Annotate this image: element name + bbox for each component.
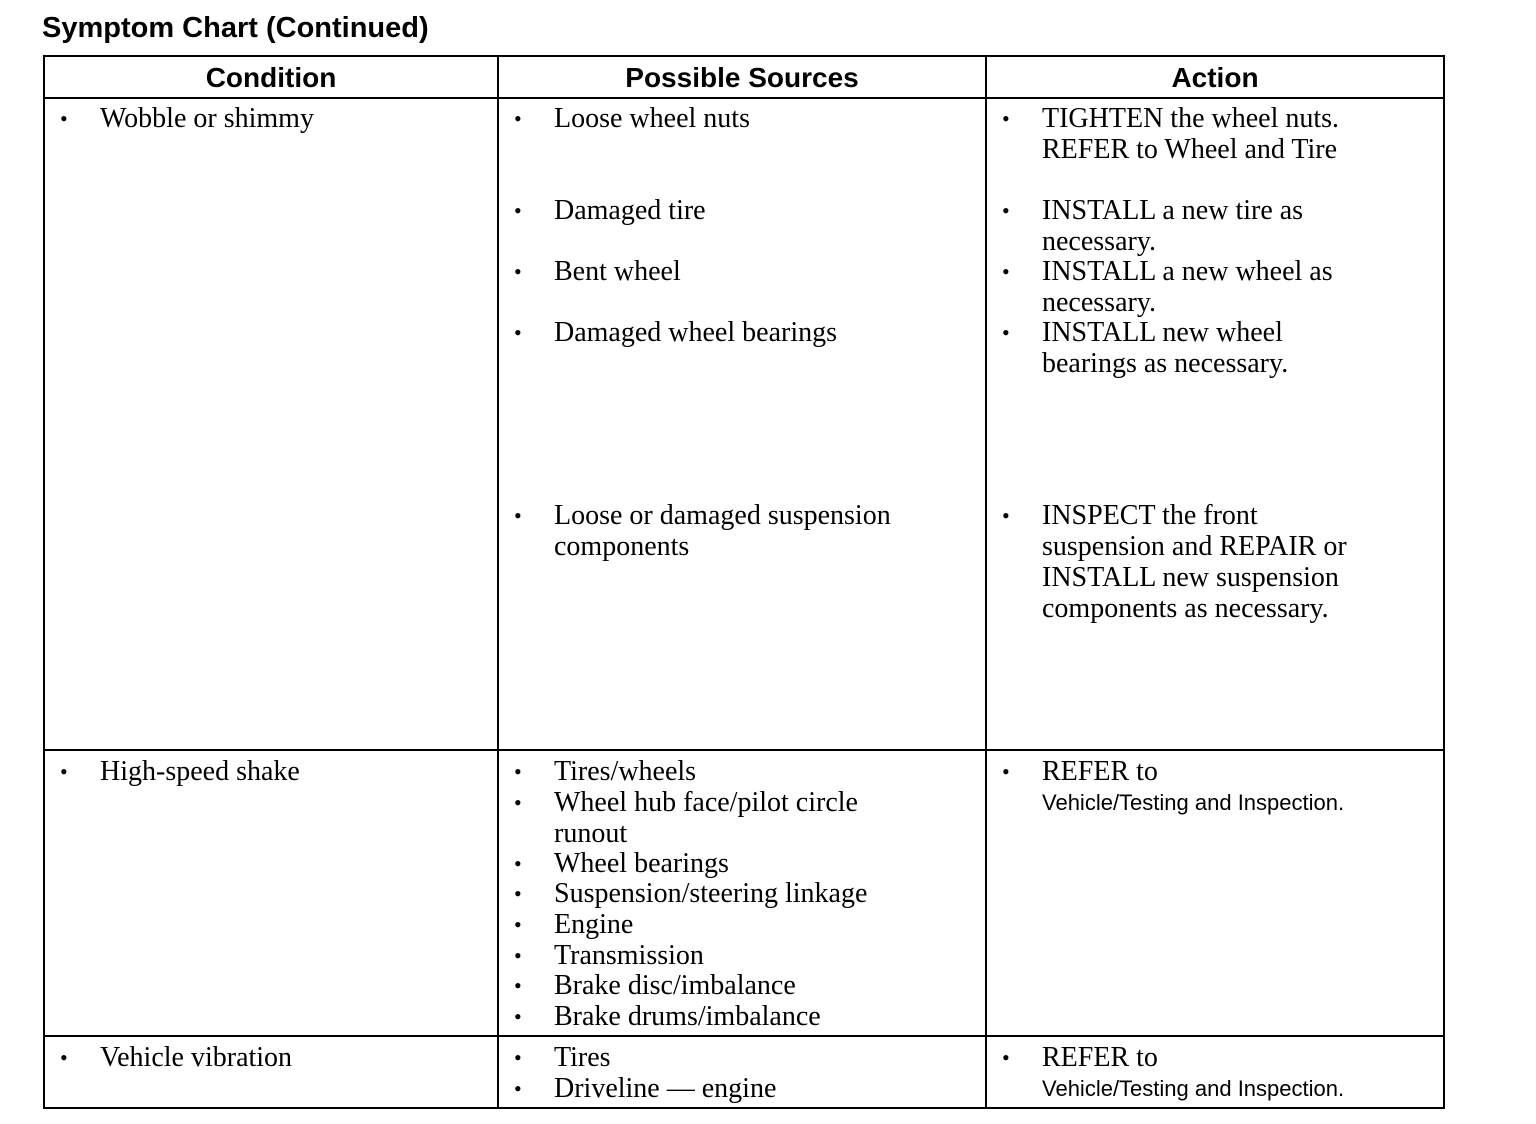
bullet-icon: • — [514, 851, 522, 876]
bullet-icon: • — [514, 503, 522, 528]
header-divider — [45, 97, 1443, 99]
header-condition: Condition — [205, 62, 337, 93]
source-item: • Damaged tire — [514, 195, 706, 226]
source-item: • Loose wheel nuts — [514, 103, 750, 134]
bullet-icon: • — [514, 790, 522, 815]
bullet-icon: • — [514, 1076, 522, 1101]
condition-cell: • Vehicle vibration — [60, 1042, 293, 1073]
source-item: • Driveline — engine — [514, 1073, 777, 1104]
source-item: • Brake drums/imbalance — [514, 1001, 821, 1032]
condition-cell: • Wobble or shimmy — [60, 103, 314, 134]
bullet-icon: • — [514, 320, 522, 345]
source-item: • Bent wheel — [514, 256, 681, 287]
bullet-icon: • — [1002, 759, 1010, 784]
bullet-icon: • — [60, 759, 68, 784]
bullet-icon: • — [514, 198, 522, 223]
bullet-icon: • — [514, 943, 522, 968]
bullet-icon: • — [1002, 198, 1010, 223]
bullet-icon: • — [1002, 1045, 1010, 1070]
condition-cell: • High-speed shake — [60, 756, 300, 787]
bullet-icon: • — [60, 106, 68, 131]
bullet-icon: • — [1002, 106, 1010, 131]
column-divider — [985, 57, 987, 1107]
action-item: • INSTALL a new tire as necessary. — [1002, 195, 1304, 257]
bullet-icon: • — [514, 1045, 522, 1070]
source-item: • Damaged wheel bearings — [514, 317, 837, 348]
action-item: • TIGHTEN the wheel nuts. REFER to Wheel and Tire — [1002, 103, 1340, 165]
source-item: • Transmission — [514, 940, 704, 971]
source-item: • Wheel hub face/pilot circle runout — [514, 787, 858, 849]
action-item: • INSTALL a new wheel as necessary. — [1002, 256, 1333, 318]
action-item: • REFER to Vehicle/Testing and Inspection. — [1002, 1042, 1345, 1101]
bullet-icon: • — [514, 912, 522, 937]
bullet-icon: • — [514, 106, 522, 131]
source-item: • Brake disc/imbalance — [514, 970, 796, 1001]
source-item: • Wheel bearings — [514, 848, 729, 879]
symptom-chart-table — [43, 55, 1445, 1109]
source-item: • Tires/wheels — [514, 756, 697, 787]
header-action: Action — [1171, 62, 1259, 93]
bullet-icon: • — [514, 973, 522, 998]
column-divider — [497, 57, 499, 1107]
source-item: • Engine — [514, 909, 634, 940]
bullet-icon: • — [514, 759, 522, 784]
header-possible-sources: Possible Sources — [625, 62, 859, 93]
bullet-icon: • — [514, 259, 522, 284]
bullet-icon: • — [1002, 259, 1010, 284]
source-item: • Loose or damaged suspension components — [514, 500, 891, 562]
action-item: • INSPECT the front suspension and REPAIR or INSTALL new suspension components as necessary. — [1002, 500, 1347, 624]
action-item: • REFER to Vehicle/Testing and Inspection. — [1002, 756, 1345, 815]
source-item: • Tires — [514, 1042, 611, 1073]
bullet-icon: • — [1002, 503, 1010, 528]
bullet-icon: • — [1002, 320, 1010, 345]
source-item: • Suspension/steering linkage — [514, 878, 868, 909]
row-divider — [45, 749, 1443, 751]
action-item: • INSTALL new wheel bearings as necessary. — [1002, 317, 1289, 379]
bullet-icon: • — [514, 881, 522, 906]
page-title: Symptom Chart (Continued) — [42, 12, 429, 44]
bullet-icon: • — [514, 1004, 522, 1029]
row-divider — [45, 1035, 1443, 1037]
bullet-icon: • — [60, 1045, 68, 1070]
